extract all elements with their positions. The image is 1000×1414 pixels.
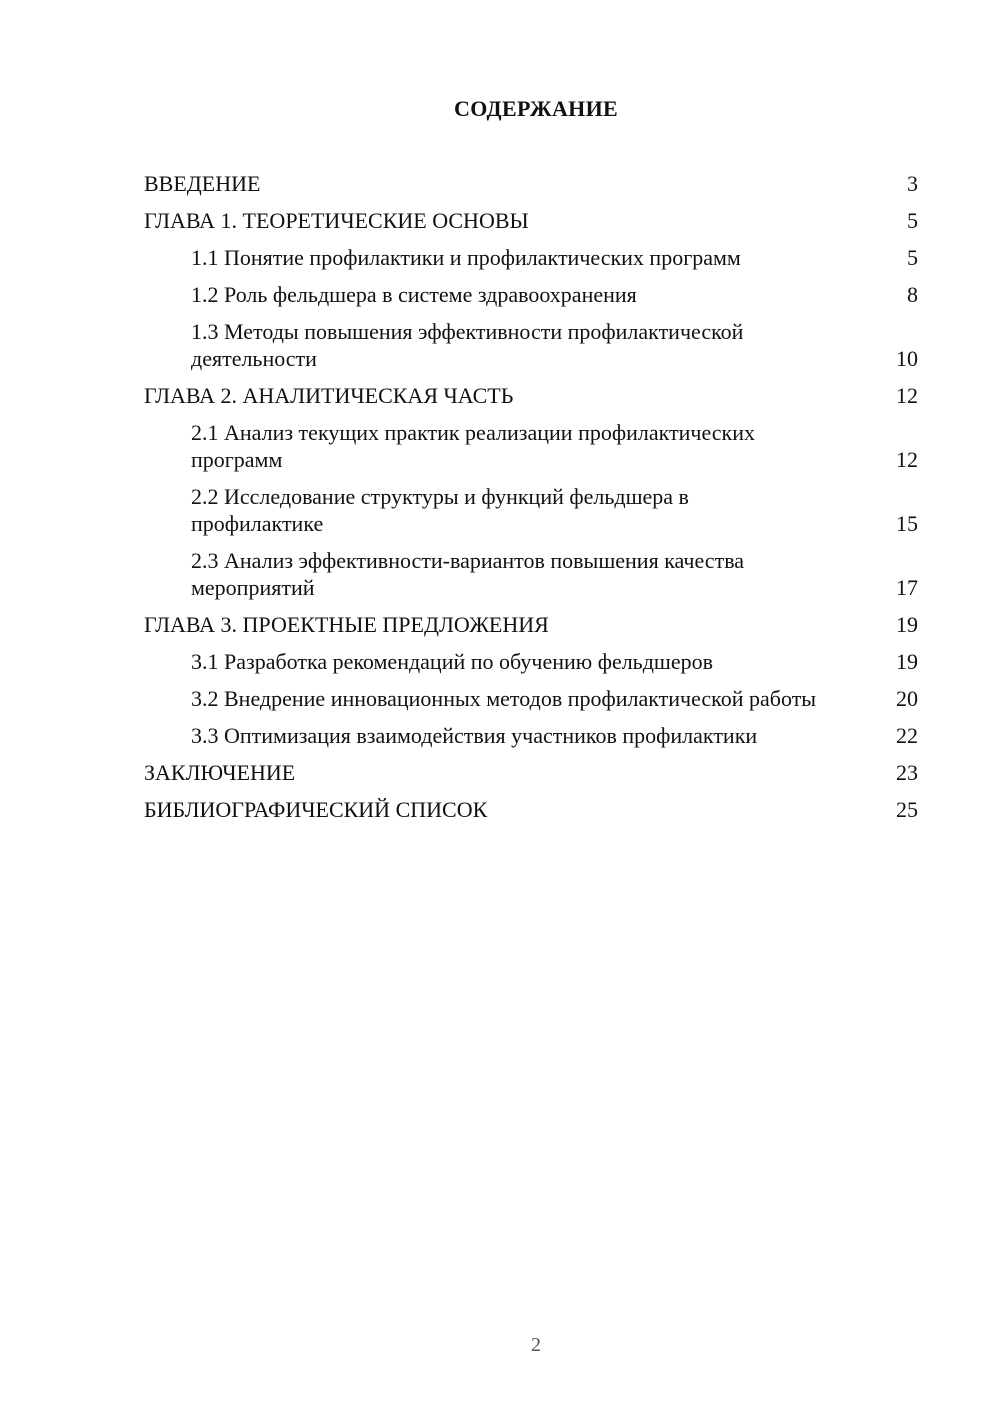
toc-entry-label: ВВЕДЕНИЕ: [144, 171, 261, 196]
toc-entry: [144, 796, 918, 823]
toc-subentry-page: 17: [896, 575, 918, 600]
toc-entry-page: 25: [896, 797, 918, 822]
toc-subentry-label: 3.2 Внедрение инновационных методов профилактической работы: [191, 686, 817, 711]
toc-subentry: [144, 244, 918, 271]
toc-entry-label: ГЛАВА 3. ПРОЕКТНЫЕ ПРЕДЛОЖЕНИЯ: [144, 612, 549, 637]
toc-subentry: [144, 419, 918, 473]
toc-subentry-page: 10: [896, 346, 918, 371]
toc-entry: [144, 382, 918, 409]
toc-entry: [144, 170, 918, 197]
toc-entry-label: ГЛАВА 2. АНАЛИТИЧЕСКАЯ ЧАСТЬ: [144, 383, 514, 408]
toc-subentry: [144, 318, 918, 372]
toc-entry-page: 23: [896, 760, 918, 785]
toc-subentry: [144, 281, 918, 308]
toc-subentry-label: 2.3 Анализ эффективности-вариантов повышения качества мероприятий: [191, 548, 745, 600]
toc-subentry: [144, 648, 918, 675]
toc-subentry-label: 3.1 Разработка рекомендаций по обучению фельдшеров: [191, 649, 714, 674]
toc-entry: [144, 207, 918, 234]
toc-entry: [144, 611, 918, 638]
toc-entry-page: 5: [907, 208, 918, 233]
toc-subentry: [144, 722, 918, 749]
toc-entry-label: ЗАКЛЮЧЕНИЕ: [144, 760, 296, 785]
toc-entry-label: ГЛАВА 1. ТЕОРЕТИЧЕСКИЕ ОСНОВЫ: [144, 208, 529, 233]
table-of-contents: [144, 170, 918, 833]
toc-entry-page: 19: [896, 612, 918, 637]
toc-subentry-page: 15: [896, 511, 918, 536]
page-title: СОДЕРЖАНИЕ: [454, 96, 618, 121]
toc-subentry-label: 2.2 Исследование структуры и функций фельдшера в профилактике: [191, 484, 689, 536]
toc-subentry-page: 5: [907, 245, 918, 270]
toc-subentry-page: 22: [896, 723, 918, 748]
toc-subentry: [144, 483, 918, 537]
toc-entry-label: БИБЛИОГРАФИЧЕСКИЙ СПИСОК: [144, 797, 488, 822]
toc-subentry-page: 20: [896, 686, 918, 711]
toc-subentry-label: 2.1 Анализ текущих практик реализации профилактических программ: [191, 420, 755, 472]
toc-entry-page: 12: [896, 383, 918, 408]
toc-subentry: [144, 547, 918, 601]
toc-subentry: [144, 685, 918, 712]
toc-entry-page: 3: [907, 171, 918, 196]
toc-subentry-page: 19: [896, 649, 918, 674]
page-number: 2: [531, 1334, 541, 1356]
toc-subentry-page: 12: [896, 447, 918, 472]
toc-subentry-label: 3.3 Оптимизация взаимодействия участников профилактики: [191, 723, 758, 748]
toc-subentry-label: 1.2 Роль фельдшера в системе здравоохранения: [191, 282, 637, 307]
toc-entry: [144, 759, 918, 786]
toc-subentry-label: 1.3 Методы повышения эффективности профилактической деятельности: [191, 319, 744, 371]
toc-subentry-label: 1.1 Понятие профилактики и профилактических программ: [191, 245, 741, 270]
toc-subentry-page: 8: [907, 282, 918, 307]
